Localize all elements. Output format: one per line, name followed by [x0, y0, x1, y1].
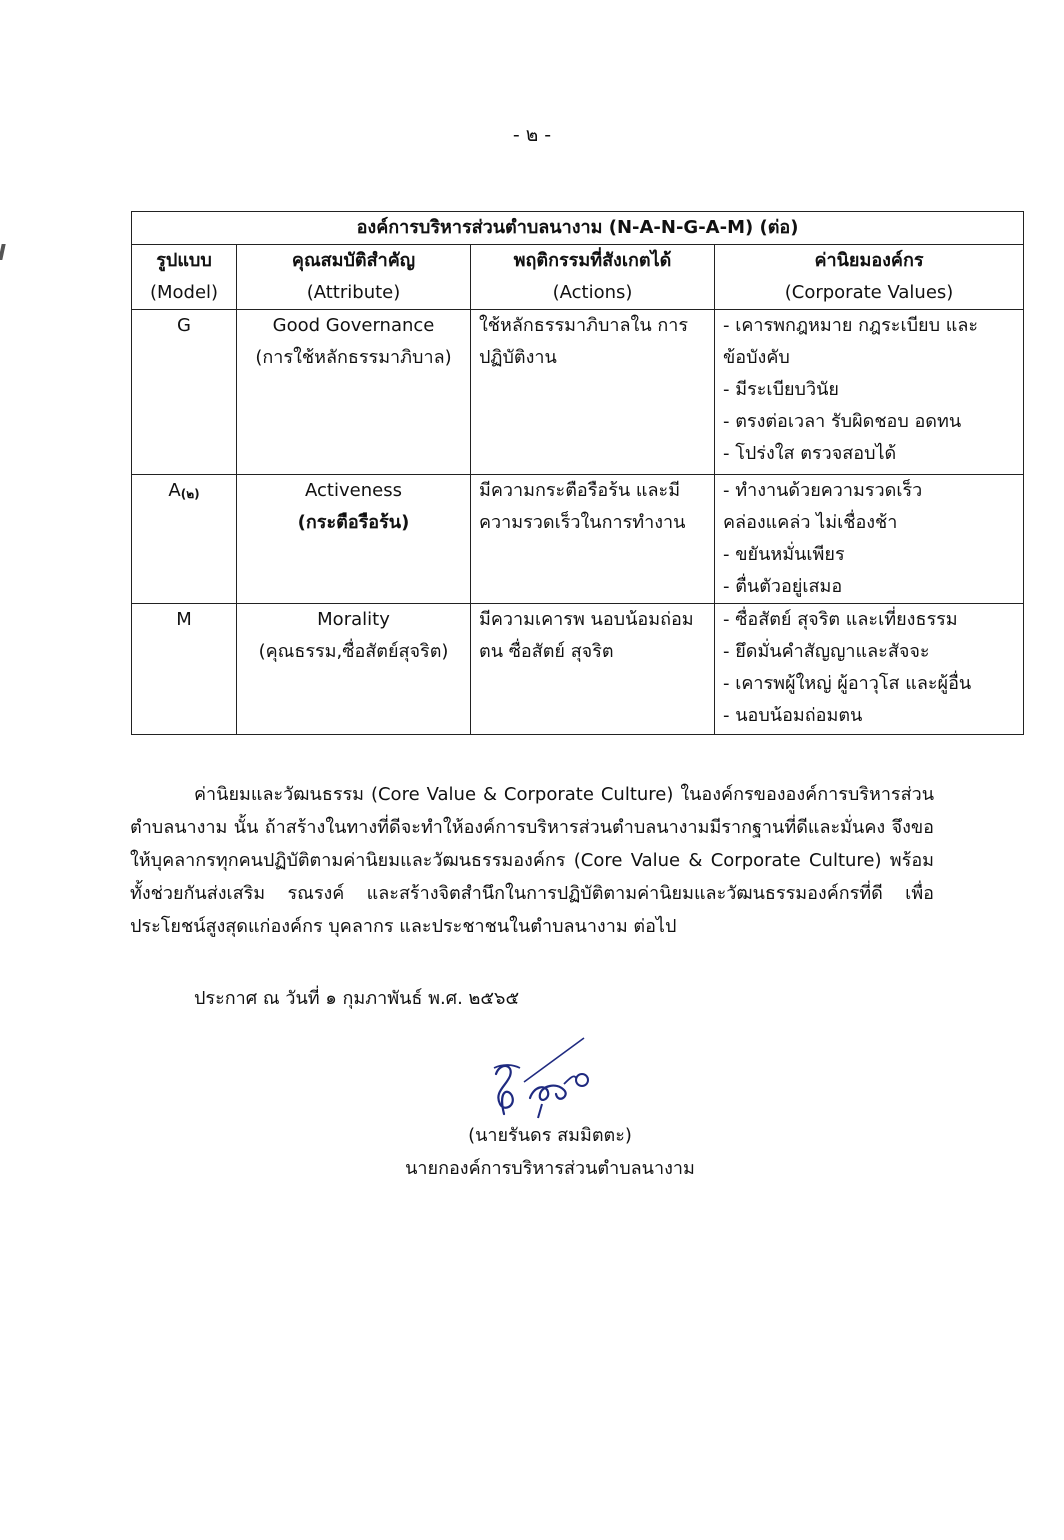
value-line: ข้อบังคับ — [723, 347, 790, 368]
announcement-date: ประกาศ ณ วันที่ ๑ กุมภาพันธ์ พ.ศ. ๒๕๖๕ — [194, 988, 520, 1009]
values-cell — [715, 604, 1024, 735]
page-number: - ๒ - — [512, 124, 552, 146]
model-cell — [132, 310, 237, 475]
table-row — [132, 604, 1024, 735]
value-line: - เคารพกฎหมาย กฎระเบียบ และ — [723, 315, 979, 336]
attribute-th: (กระตือรือร้น) — [297, 512, 410, 533]
header-attribute-en: (Attribute) — [306, 282, 401, 303]
header-attribute — [237, 245, 471, 310]
header-attribute-th: คุณสมบัติสำคัญ — [291, 250, 416, 271]
scan-edge-mark — [0, 244, 6, 260]
model-letter: M — [176, 609, 192, 630]
body-paragraph: ค่านิยมและวัฒนธรรม (Core Value & Corporate Culture) ในองค์กรขององค์การบริหารส่วนตำบลนางาม นั้น ถ้าสร้างในทางที่ดีจะทำให้องค์การบริหารส่วนตำบลนางามมีรากฐานที่ดีและมั่นคง จึงขอให้บุคลากรทุกคนปฏิบัติตามค่านิยมและวัฒนธรรมองค์กร (Core Value & Corporate Culture) พร้อมทั้งช่วยกันส่งเสริม รณรงค์ และสร้างจิตสำนึกในการปฏิบัติตามค่านิยมและวัฒนธรรมองค์กรที่ดี เพื่อประโยชน์สูงสุดแก่องค์กร บุคลากร และประชาชนในตำบลนางาม ต่อไป — [130, 784, 934, 937]
table-row — [132, 475, 1024, 604]
value-line: - โปร่งใส ตรวจสอบได้ — [723, 443, 897, 464]
header-model-th: รูปแบบ — [156, 250, 212, 271]
header-values — [715, 245, 1024, 310]
value-line: - ยึดมั่นคำสัญญาและสัจจะ — [723, 641, 930, 662]
attribute-en: Activeness — [305, 480, 402, 501]
actions-cell — [471, 310, 715, 475]
value-line: - เคารพผู้ใหญ่ ผู้อาวุโส และผู้อื่น — [723, 673, 972, 694]
attribute-cell — [237, 310, 471, 475]
attribute-cell — [237, 475, 471, 604]
value-line: - ขยันหมั่นเพียร — [723, 544, 845, 565]
value-line: คล่องแคล่ว ไม่เชื่องช้า — [723, 512, 898, 533]
signature-image — [486, 1034, 606, 1124]
values-cell — [715, 475, 1024, 604]
model-cell — [132, 475, 237, 604]
model-subscript: (๒) — [180, 487, 200, 501]
header-actions — [471, 245, 715, 310]
header-actions-en: (Actions) — [552, 282, 633, 303]
signer-name: (นายรันดร สมมิตตะ) — [468, 1125, 632, 1146]
table-caption-row — [132, 212, 1024, 245]
table-caption: องค์การบริหารส่วนตำบลนางาม (N-A-N-G-A-M) (ต่อ) — [132, 212, 1024, 245]
actions-line: ใช้หลักธรรมาภิบาลใน การ — [479, 315, 689, 336]
value-line: - ทำงานด้วยความรวดเร็ว — [723, 480, 923, 501]
header-values-en: (Corporate Values) — [784, 282, 954, 303]
values-cell — [715, 310, 1024, 475]
actions-line: ปฏิบัติงาน — [479, 347, 557, 368]
header-values-th: ค่านิยมองค์กร — [814, 250, 924, 271]
attribute-en: Good Governance — [272, 315, 435, 336]
actions-line: มีความเคารพ นอบน้อมถ่อม — [479, 609, 694, 630]
model-letter: A — [168, 480, 181, 501]
header-model — [132, 245, 237, 310]
attribute-cell — [237, 604, 471, 735]
actions-line: มีความกระตือรือร้น และมี — [479, 480, 681, 501]
signer-title: นายกองค์การบริหารส่วนตำบลนางาม — [405, 1158, 695, 1179]
value-line: - ตื่นตัวอยู่เสมอ — [723, 576, 843, 597]
values-table — [131, 211, 1024, 735]
actions-cell — [471, 475, 715, 604]
table-header-row — [132, 245, 1024, 310]
table-row — [132, 310, 1024, 475]
value-line: - มีระเบียบวินัย — [723, 379, 839, 400]
model-letter: G — [177, 315, 191, 336]
attribute-th: (คุณธรรม,ซื่อสัตย์สุจริต) — [258, 641, 449, 662]
attribute-th: (การใช้หลักธรรมาภิบาล) — [255, 347, 452, 368]
actions-line: ความรวดเร็วในการทำงาน — [479, 512, 686, 533]
value-line: - ตรงต่อเวลา รับผิดชอบ อดทน — [723, 411, 962, 432]
model-cell — [132, 604, 237, 735]
header-model-en: (Model) — [149, 282, 219, 303]
actions-cell — [471, 604, 715, 735]
actions-line: ตน ซื่อสัตย์ สุจริต — [479, 641, 614, 662]
header-actions-th: พฤติกรรมที่สังเกตได้ — [513, 250, 672, 271]
value-line: - ซื่อสัตย์ สุจริต และเที่ยงธรรม — [723, 609, 958, 630]
attribute-en: Morality — [317, 609, 390, 630]
value-line: - นอบน้อมถ่อมตน — [723, 705, 863, 726]
